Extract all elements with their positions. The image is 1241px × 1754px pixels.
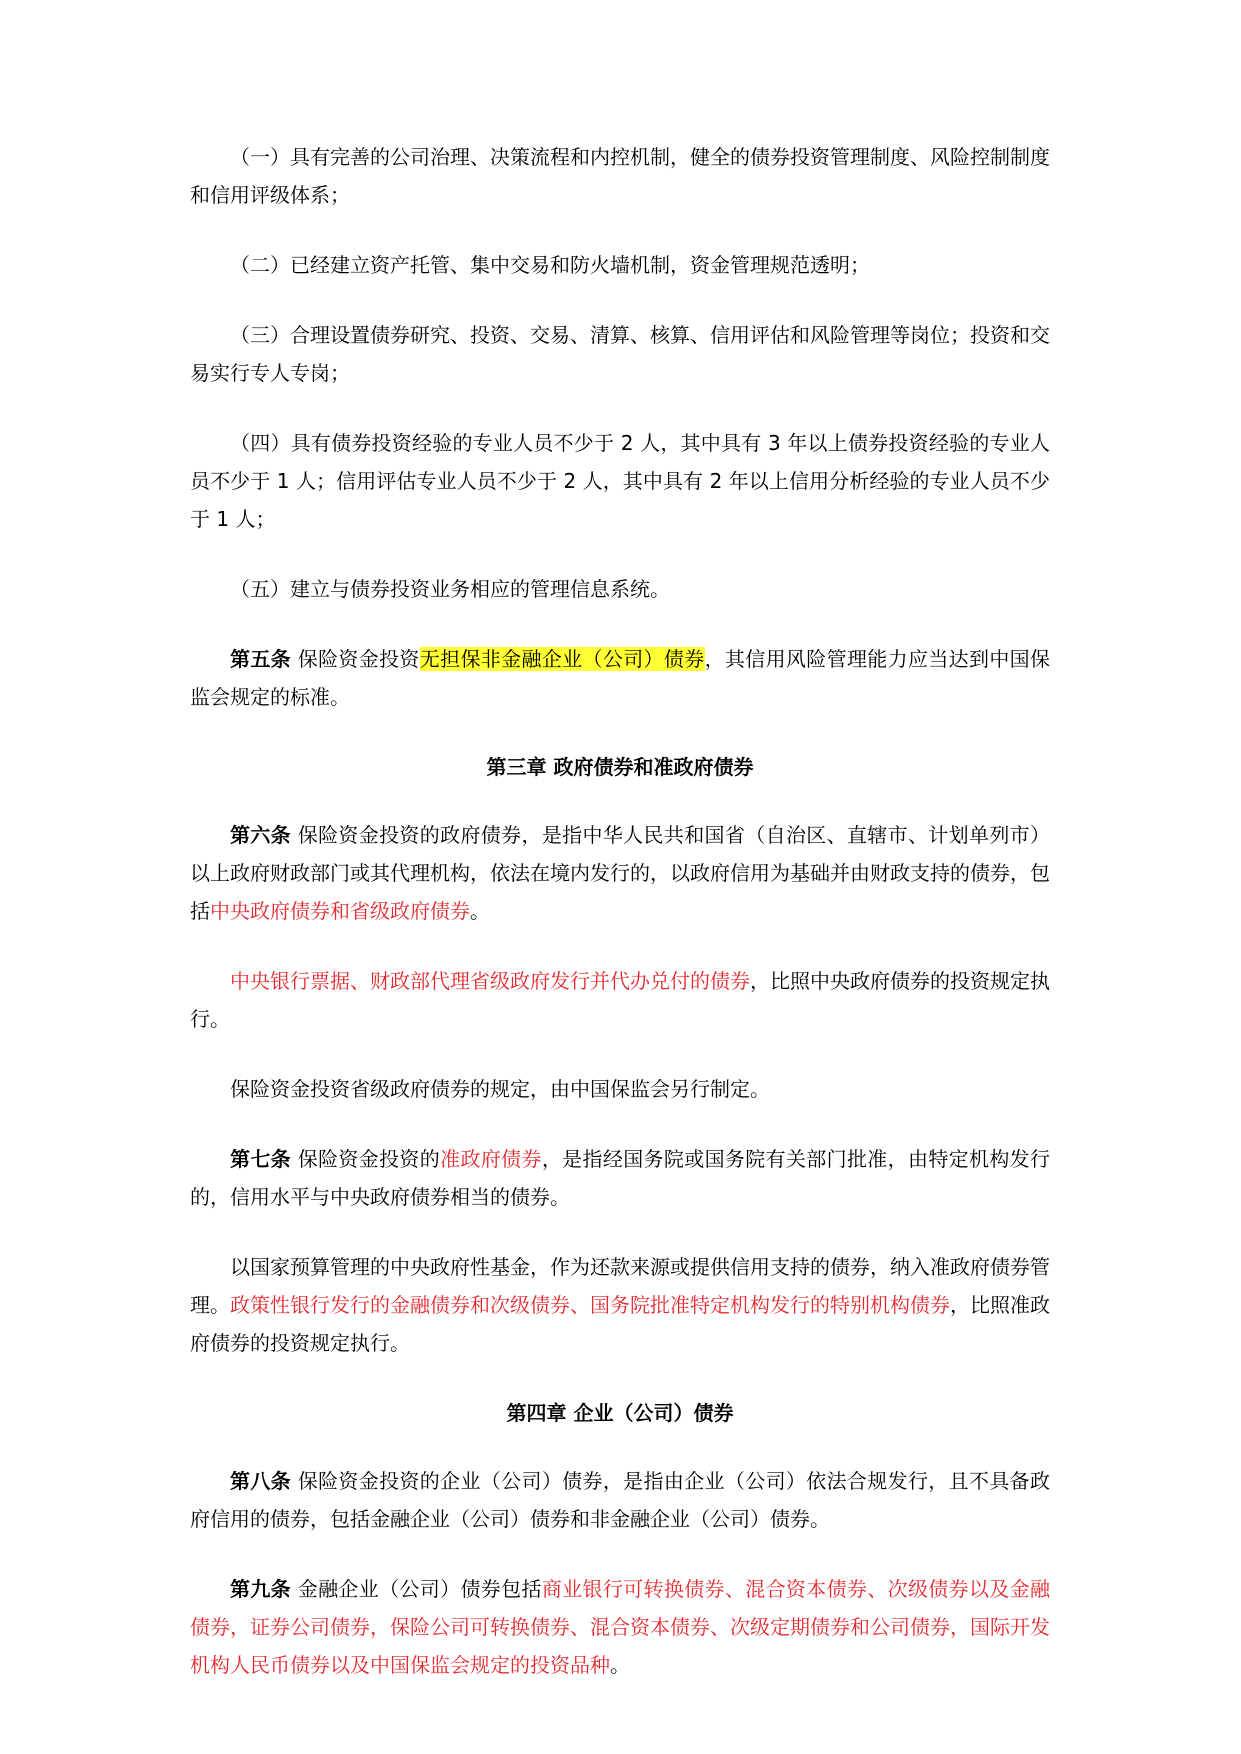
text-run: ，比照准政府债券的投资规定执行。	[190, 1293, 1050, 1355]
text-run: （五）建立与债券投资业务相应的管理信息系统。	[230, 577, 670, 601]
article-number: 第五条	[230, 647, 292, 671]
text-run: 金融企业（公司）债券包括	[291, 1577, 542, 1601]
text-run: 保险资金投资省级政府债券的规定，由中国保监会另行制定。	[230, 1077, 770, 1101]
article-5	[190, 640, 1050, 716]
text-run: （二）已经建立资产托管、集中交易和防火墙机制，资金管理规范透明；	[230, 253, 870, 277]
paragraph-item-4	[190, 424, 1050, 538]
article-number: 第八条	[230, 1469, 292, 1493]
text-run: ，其信用风险管理能力应当达到中国保监会规定的标准。	[190, 647, 1051, 709]
article-number: 第七条	[230, 1147, 292, 1171]
highlighted-text: 无担保非金融企业（公司）债券	[419, 647, 705, 671]
paragraph-item-1	[190, 138, 1050, 214]
text-run: 。	[610, 1653, 630, 1677]
paragraph-item-3	[190, 316, 1050, 392]
text-run: 保险资金投资的企业（公司）债券，是指由企业（公司）依法合规发行，且不具备政府信用的债券，包括金融企业（公司）债券和非金融企业（公司）债券。	[190, 1469, 1051, 1531]
document-page	[190, 138, 1050, 1716]
red-emphasis-text: 政策性银行发行的金融债券和次级债券、国务院批准特定机构发行的特别机构债券	[230, 1293, 950, 1317]
paragraph-provincial-bonds	[190, 1070, 1050, 1108]
red-emphasis-text: 商业银行可转换债券、混合资本债券、次级债券以及金融债券，证券公司债券，保险公司可转换债券、混合资本债券、次级定期债券和公司债券，国际开发机构人民币债券以及中国保监会规定的投资品种	[190, 1577, 1051, 1677]
text-run: ，是指经国务院或国务院有关部门批准，由特定机构发行的，信用水平与中央政府债券相当的债券。	[190, 1147, 1051, 1209]
red-emphasis-text: 中央银行票据、财政部代理省级政府发行并代办兑付的债券	[230, 969, 750, 993]
text-run: （三）合理设置债券研究、投资、交易、清算、核算、信用评估和风险管理等岗位；投资和交易实行专人专岗；	[190, 323, 1050, 385]
text-run: 保险资金投资	[291, 647, 420, 671]
chapter-heading-3	[190, 748, 1050, 786]
paragraph-item-5	[190, 570, 1050, 608]
article-number: 第九条	[230, 1577, 292, 1601]
chapter-heading-4	[190, 1394, 1050, 1432]
paragraph-central-bank-notes	[190, 962, 1050, 1038]
article-9	[190, 1570, 1050, 1684]
article-8	[190, 1462, 1050, 1538]
text-run: （四）具有债券投资经验的专业人员不少于 2 人，其中具有 3 年以上债券投资经验的专业人员不少于 1 人；信用评估专业人员不少于 2 人，其中具有 2 年以上信用分析经验的专业人员不少于 1 人；	[190, 431, 1050, 531]
text-run: 保险资金投资的	[291, 1147, 441, 1171]
chapter-title: 第三章 政府债券和准政府债券	[486, 755, 754, 779]
text-run: （一）具有完善的公司治理、决策流程和内控机制，健全的债券投资管理制度、风险控制制度和信用评级体系；	[190, 145, 1050, 207]
red-emphasis-text: 准政府债券	[440, 1147, 542, 1171]
text-run: ，比照中央政府债券的投资规定执行。	[190, 969, 1050, 1031]
article-6	[190, 816, 1050, 930]
chapter-title: 第四章 企业（公司）债券	[506, 1401, 734, 1425]
article-number: 第六条	[230, 823, 292, 847]
article-7	[190, 1140, 1050, 1216]
paragraph-government-funds	[190, 1248, 1050, 1362]
text-run: 。	[470, 899, 490, 923]
text-run: 保险资金投资的政府债券，是指中华人民共和国省（自治区、直辖市、计划单列市）以上政府财政部门或其代理机构，依法在境内发行的，以政府信用为基础并由财政支持的债券，包括	[190, 823, 1051, 923]
red-emphasis-text: 中央政府债券和省级政府债券	[210, 899, 470, 923]
paragraph-item-2	[190, 246, 1050, 284]
text-run: 以国家预算管理的中央政府性基金，作为还款来源或提供信用支持的债券，纳入准政府债券管理。	[190, 1255, 1050, 1317]
